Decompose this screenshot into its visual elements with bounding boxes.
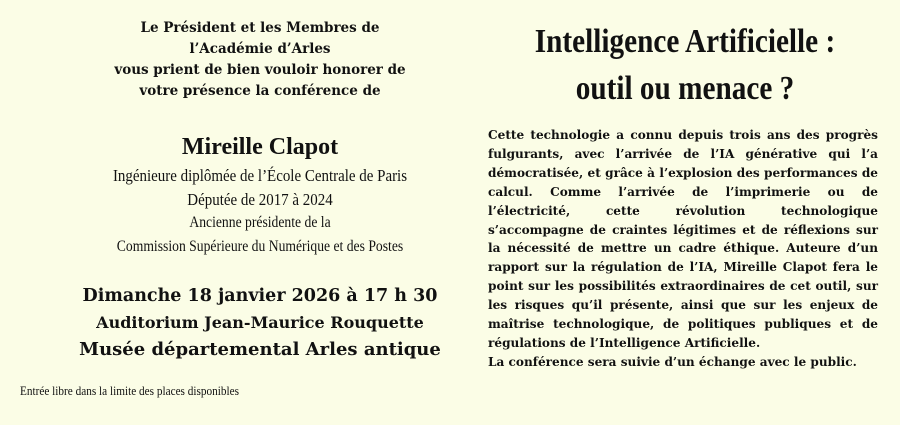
intro-line: Le Président et les Membres de [140, 20, 380, 36]
event-museum: Musée départemental Arles antique [79, 339, 441, 360]
invitation-intro [60, 18, 460, 102]
speaker-name: Mireille Clapot [181, 134, 339, 160]
credential-line: Députée de 2017 à 2024 [187, 189, 333, 209]
event-venue: Auditorium Jean-Maurice Rouquette [96, 313, 424, 332]
intro-line: votre présence la conférence de [139, 83, 381, 99]
intro-line: vous prient de bien vouloir honorer de [114, 62, 406, 78]
speaker-credentials [84, 164, 436, 258]
entry-note: Entrée libre dans la limite des places disponibles [20, 384, 240, 398]
intro-line: l’Académie d’Arles [189, 41, 331, 57]
lecture-title-line1: Intelligence Artificielle : [534, 23, 836, 60]
lecture-description [488, 126, 878, 372]
credential-line: Commission Supérieure du Numérique et des Postes [116, 237, 404, 255]
lecture-title [500, 18, 870, 112]
credential-line: Ancienne présidente de la [189, 214, 331, 231]
description-paragraph: Cette technologie a connu depuis trois ans des progrès fulgurants, avec l’arrivée de l’IA générative qui l’a démocratisée, et grâce à l’explosion des performances de calcul. Comme l’arrivée de l’imprimerie ou de l’électricité, cette révolution technologique s’accompagne de craintes légitimes et de réflexions sur la nécessité de mettre un cadre éthique. Auteure d’un rapport sur la régulation de l’IA, Mireille Clapot fera le point sur les possibilités extraordinaires de cet outil, sur les risques qu’il présente, ainsi que sur les enjeux de maîtrise technologique, de politiques publiques et de régulations de l’Intelligence Artificielle. [488, 128, 878, 350]
event-details [40, 282, 480, 364]
lecture-title-line2: outil ou menace ? [575, 70, 795, 107]
event-date-time: Dimanche 18 janvier 2026 à 17 h 30 [82, 286, 438, 306]
closing-paragraph: La conférence sera suivie d’un échange avec le public. [488, 354, 857, 369]
credential-line: Ingénieure diplômée de l’École Centrale de Paris [112, 166, 408, 185]
